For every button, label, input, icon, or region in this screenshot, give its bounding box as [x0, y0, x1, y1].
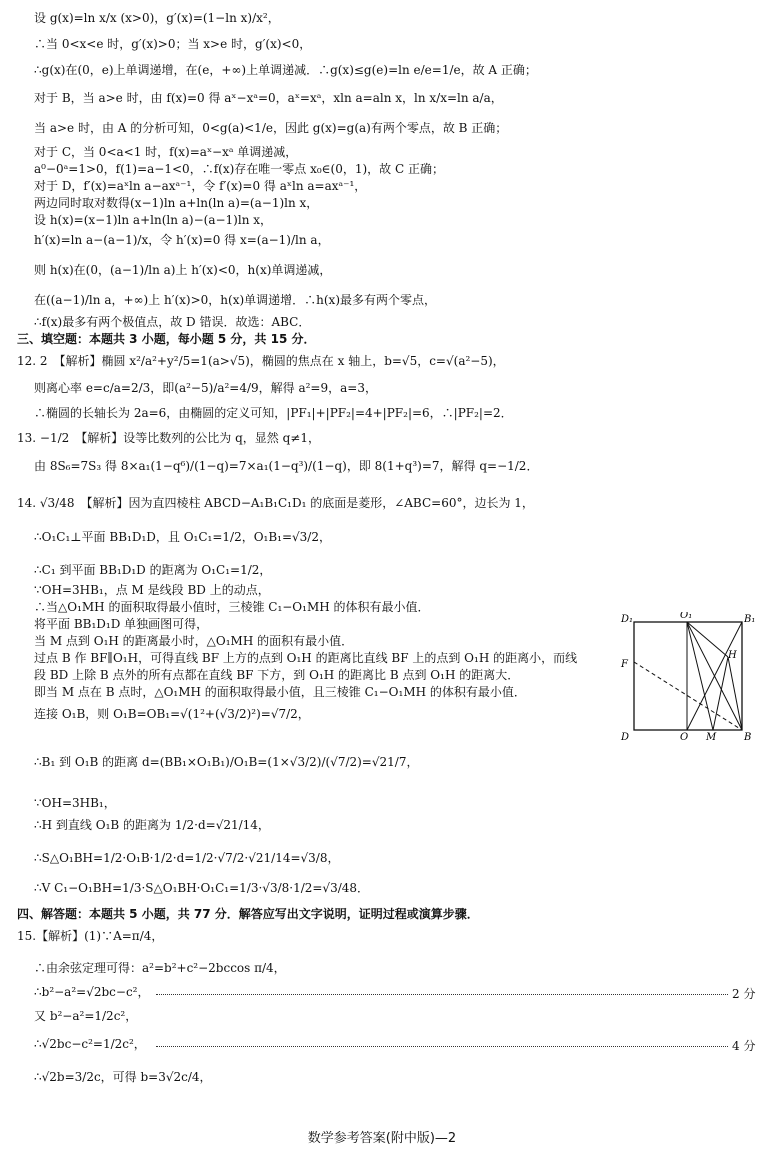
solution-line: 设 g(x)=ln x/x (x>0)，g′(x)=(1−ln x)/x²，	[34, 11, 280, 25]
solution-line: ∴S△O₁BH=1/2·O₁B·1/2·d=1/2·√7/2·√21/14=√3/8，	[34, 851, 340, 865]
solution-line: ∴当 0<x<e 时，g′(x)>0；当 x>e 时，g′(x)<0，	[34, 37, 312, 51]
solution-line: 当 M 点到 O₁H 的距离最小时，△O₁MH 的面积有最小值．	[34, 634, 354, 648]
line-o1-m	[687, 622, 713, 730]
rectangle-bb1d1d	[634, 622, 742, 730]
score-leader	[156, 994, 728, 995]
solution-line: ∴由余弦定理可得：a²=b²+c²−2bccos π/4，	[34, 961, 286, 975]
solution-line: 14. √3/48 【解析】因为直四棱柱 ABCD−A₁B₁C₁D₁ 的底面是菱形，∠ABC=60°，边长为 1，	[17, 496, 534, 510]
solution-line: 由 8S₆=7S₃ 得 8×a₁(1−q⁶)/(1−q)=7×a₁(1−q³)/(1−q)，即 8(1+q³)=7，解得 q=−1/2．	[34, 459, 539, 473]
figure-label: O₁	[680, 612, 693, 621]
solution-line: a⁰−0ᵃ=1>0，f(1)=a−1<0，∴f(x)存在唯一零点 x₀∈(0，1)，故 C 正确；	[34, 162, 444, 176]
solution-line: ∴√2b=3/2c，可得 b=3√2c/4，	[34, 1070, 212, 1084]
solution-line: 连接 O₁B，则 O₁B=OB₁=√(1²+(√3/2)²)=√7/2，	[34, 707, 310, 721]
solution-line: ∴g(x)在(0，e)上单调递增，在(e，+∞)上单调递减．∴g(x)≤g(e)=ln e/e=1/e，故 A 正确；	[34, 63, 537, 77]
section-diagram	[620, 612, 760, 748]
solution-line: 则离心率 e=c/a=2/3，即(a²−5)/a²=4/9，解得 a²=9，a=3，	[34, 381, 377, 395]
solution-line: 13. −1/2 【解析】设等比数列的公比为 q，显然 q≠1，	[17, 431, 320, 445]
solution-line: ∵OH=3HB₁，点 M 是线段 BD 上的动点，	[34, 583, 270, 597]
solution-line: 15.【解析】(1)∵A=π/4，	[17, 929, 164, 943]
figure-label: B	[744, 732, 752, 743]
solution-line: 对于 C，当 0<a<1 时，f(x)=aˣ−xᵃ 单调递减，	[34, 145, 298, 159]
solution-line: 在((a−1)/ln a，+∞)上 h′(x)>0，h(x)单调递增．∴h(x)最多有两个零点，	[34, 293, 437, 307]
score-mark: 4 分	[732, 1039, 756, 1053]
solution-line: 即当 M 点在 B 点时，△O₁MH 的面积取得最小值，且三棱锥 C₁−O₁MH 的体积有最小值．	[34, 685, 526, 699]
solution-line: ∴B₁ 到 O₁B 的距离 d=(BB₁×O₁B₁)/O₁B=(1×√3/2)/(√7/2)=√21/7，	[34, 755, 419, 769]
solution-line: ∴椭圆的长轴长为 2a=6，由椭圆的定义可知，|PF₁|+|PF₂|=4+|PF₂|=6，∴|PF₂|=2．	[34, 406, 513, 420]
solution-line: 对于 D，f′(x)=aˣln a−axᵃ⁻¹，令 f′(x)=0 得 aˣln a=axᵃ⁻¹，	[34, 179, 367, 193]
figure-label: M	[706, 732, 717, 743]
solution-line: ∴V C₁−O₁BH=1/3·S△O₁BH·O₁C₁=1/3·√3/8·1/2=√3/48．	[34, 881, 370, 895]
solution-line: 过点 B 作 BF∥O₁H，可得直线 BF 上方的点到 O₁H 的距离比直线 BF 上的点到 O₁H 的距离小，而线	[34, 651, 578, 665]
score-mark: 2 分	[732, 987, 756, 1001]
solution-line: 段 BD 上除 B 点外的所有点都在直线 BF 下方，到 O₁H 的距离比 B 点到 O₁H 的距离大．	[34, 668, 520, 682]
figure-label: D₁	[621, 614, 634, 625]
line-b-h	[728, 657, 742, 730]
solution-line: 将平面 BB₁D₁D 单独画图可得，	[34, 617, 209, 631]
solution-line: ∴H 到直线 O₁B 的距离为 1/2·d=√21/14，	[34, 818, 270, 832]
line-o1-h	[687, 622, 728, 657]
solution-line: 两边同时取对数得(x−1)ln a+ln(ln a)=(a−1)ln x，	[34, 196, 319, 210]
solution-line: 对于 B，当 a>e 时，由 f(x)=0 得 aˣ−xᵃ=0，aˣ=xᵃ，xln a=aln x，ln x/x=ln a/a，	[34, 91, 503, 105]
solution-line: 则 h(x)在(0，(a−1)/ln a)上 h′(x)<0，h(x)单调递减，	[34, 263, 332, 277]
solution-line: ∴b²−a²=√2bc−c²，	[34, 985, 150, 999]
solution-line: h′(x)=ln a−(a−1)/x，令 h′(x)=0 得 x=(a−1)/ln a，	[34, 233, 330, 247]
solution-line: 又 b²−a²=1/2c²，	[34, 1009, 138, 1023]
line-m-h	[713, 657, 728, 730]
figure-label: B₁	[744, 614, 756, 625]
page-footer: 数学参考答案(附中版)—2	[307, 1131, 457, 1146]
figure-label: O	[680, 732, 689, 743]
solution-line: ∴当△O₁MH 的面积取得最小值时，三棱锥 C₁−O₁MH 的体积有最小值．	[34, 600, 430, 614]
solution-line: ∴f(x)最多有两个极值点，故 D 错误．故选：ABC．	[34, 315, 311, 329]
solution-line: ∴O₁C₁⊥平面 BB₁D₁D，且 O₁C₁=1/2，O₁B₁=√3/2，	[34, 530, 331, 544]
figure-label: F	[621, 659, 628, 670]
solution-line: 四、解答题：本题共 5 小题，共 77 分．解答应写出文字说明，证明过程或演算步骤．	[17, 907, 479, 921]
solution-line: 三、填空题：本题共 3 小题，每小题 5 分，共 15 分．	[17, 332, 316, 346]
figure-label: H	[728, 650, 737, 661]
solution-line: 设 h(x)=(x−1)ln a+ln(ln a)−(a−1)ln x，	[34, 213, 273, 227]
solution-line: ∴C₁ 到平面 BB₁D₁D 的距离为 O₁C₁=1/2，	[34, 563, 272, 577]
figure-label: D	[621, 732, 630, 743]
solution-line: ∵OH=3HB₁，	[34, 796, 116, 810]
solution-line: 当 a>e 时，由 A 的分析可知，0<g(a)<1/e，因此 g(x)=g(a)有两个零点，故 B 正确；	[34, 121, 508, 135]
solution-line: ∴√2bc−c²=1/2c²，	[34, 1037, 146, 1051]
line-f-b-dashed	[634, 662, 742, 730]
solution-line: 12. 2 【解析】椭圆 x²/a²+y²/5=1(a>√5)，椭圆的焦点在 x 轴上，b=√5，c=√(a²−5)，	[17, 354, 505, 368]
score-leader	[156, 1046, 728, 1047]
